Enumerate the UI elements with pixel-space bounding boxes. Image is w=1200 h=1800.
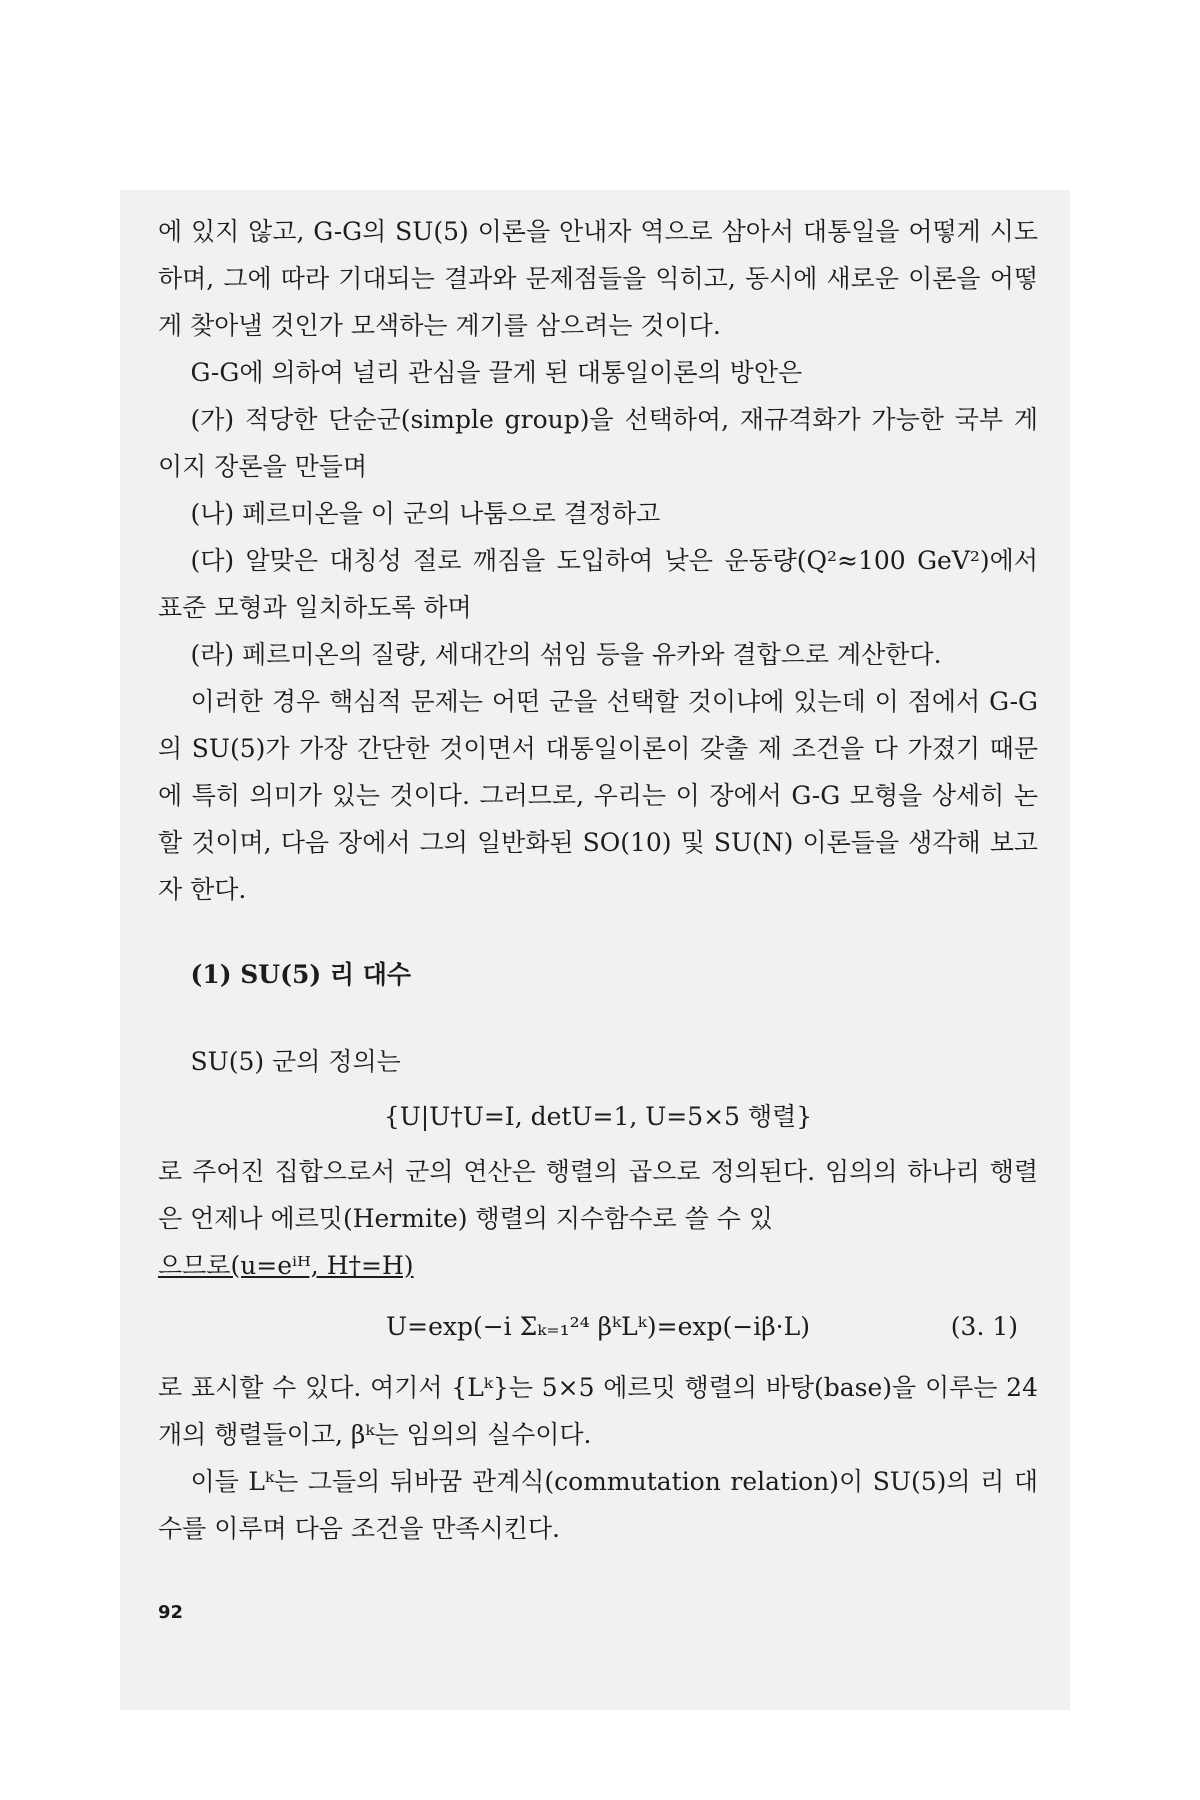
set-formula: {U|U†U=I, detU=1, U=5×5 행렬} [383,1102,813,1131]
equation-body: U=exp(−i Σₖ₌₁²⁴ βᵏLᵏ)=exp(−iβ·L) [386,1312,810,1341]
paragraph-key-problem: 이러한 경우 핵심적 문제는 어떤 군을 선택할 것이냐에 있는데 이 점에서 G-G의 SU(5)가 가장 간단한 것이면서 대통일이론이 갖출 제 조건을 다 가졌기 때문에 특히 의미가 있는 것이다. 그러므로, 우리는 이 장에서 G-G 모형을 상세히 논할 것이며, 다음 장에서 그의 일반화된 SO(10) 및 SU(N) 이론들을 생각해 보고자 한다. [158,687,1038,904]
page-number: 92 [158,1602,184,1623]
section-heading: (1) SU(5) 리 대수 [190,960,412,989]
equation-number: (3. 1) [950,1312,1018,1341]
list-item-ra: (라) 페르미온의 질량, 세대간의 섞임 등을 유카와 결합으로 계산한다. [190,640,942,669]
paragraph-representation: 로 표시할 수 있다. 여기서 {Lᵏ}는 5×5 에르밋 행렬의 바탕(base)을 이루는 24개의 행렬들이고, βᵏ는 임의의 실수이다. [158,1373,1038,1449]
definition-intro: SU(5) 군의 정의는 [190,1047,401,1076]
paragraph-continuation: 에 있지 않고, G-G의 SU(5) 이론을 안내자 역으로 삼아서 대통일을 어떻게 시도하며, 그에 따라 기대되는 결과와 문제점들을 익히고, 동시에 새로운 이론을 어떻게 찾아낼 것인가 모색하는 계기를 삼으려는 것이다. [158,217,1038,340]
page-text [158,208,1038,1552]
paragraph-group-operation: 로 주어진 집합으로서 군의 연산은 행렬의 곱으로 정의된다. 임의의 하나리 행렬은 언제나 에르밋(Hermite) 행렬의 지수함수로 쓸 수 있 [158,1157,1038,1233]
paragraph-commutation: 이들 Lᵏ는 그들의 뒤바꿈 관계식(commutation relation)이 SU(5)의 리 대수를 이루며 다음 조건을 만족시킨다. [158,1467,1038,1543]
list-item-na: (나) 페르미온을 이 군의 나툼으로 결정하고 [190,499,661,528]
list-item-da: (다) 알맞은 대칭성 절로 깨짐을 도입하여 낮은 운동량(Q²≈100 GeV²)에서 표준 모형과 일치하도록 하며 [158,546,1038,622]
underlined-line [158,1242,1038,1289]
list-item-ga: (가) 적당한 단순군(simple group)을 선택하여, 재규격화가 가능한 국부 게이지 장론을 만들며 [158,405,1038,481]
underlined-text: 으므로(u=eⁱᴴ, H†=H) [158,1251,414,1280]
paragraph-gg-plan: G-G에 의하여 널리 관심을 끌게 된 대통일이론의 방안은 [190,358,803,387]
equation-3-1 [158,1303,1038,1350]
